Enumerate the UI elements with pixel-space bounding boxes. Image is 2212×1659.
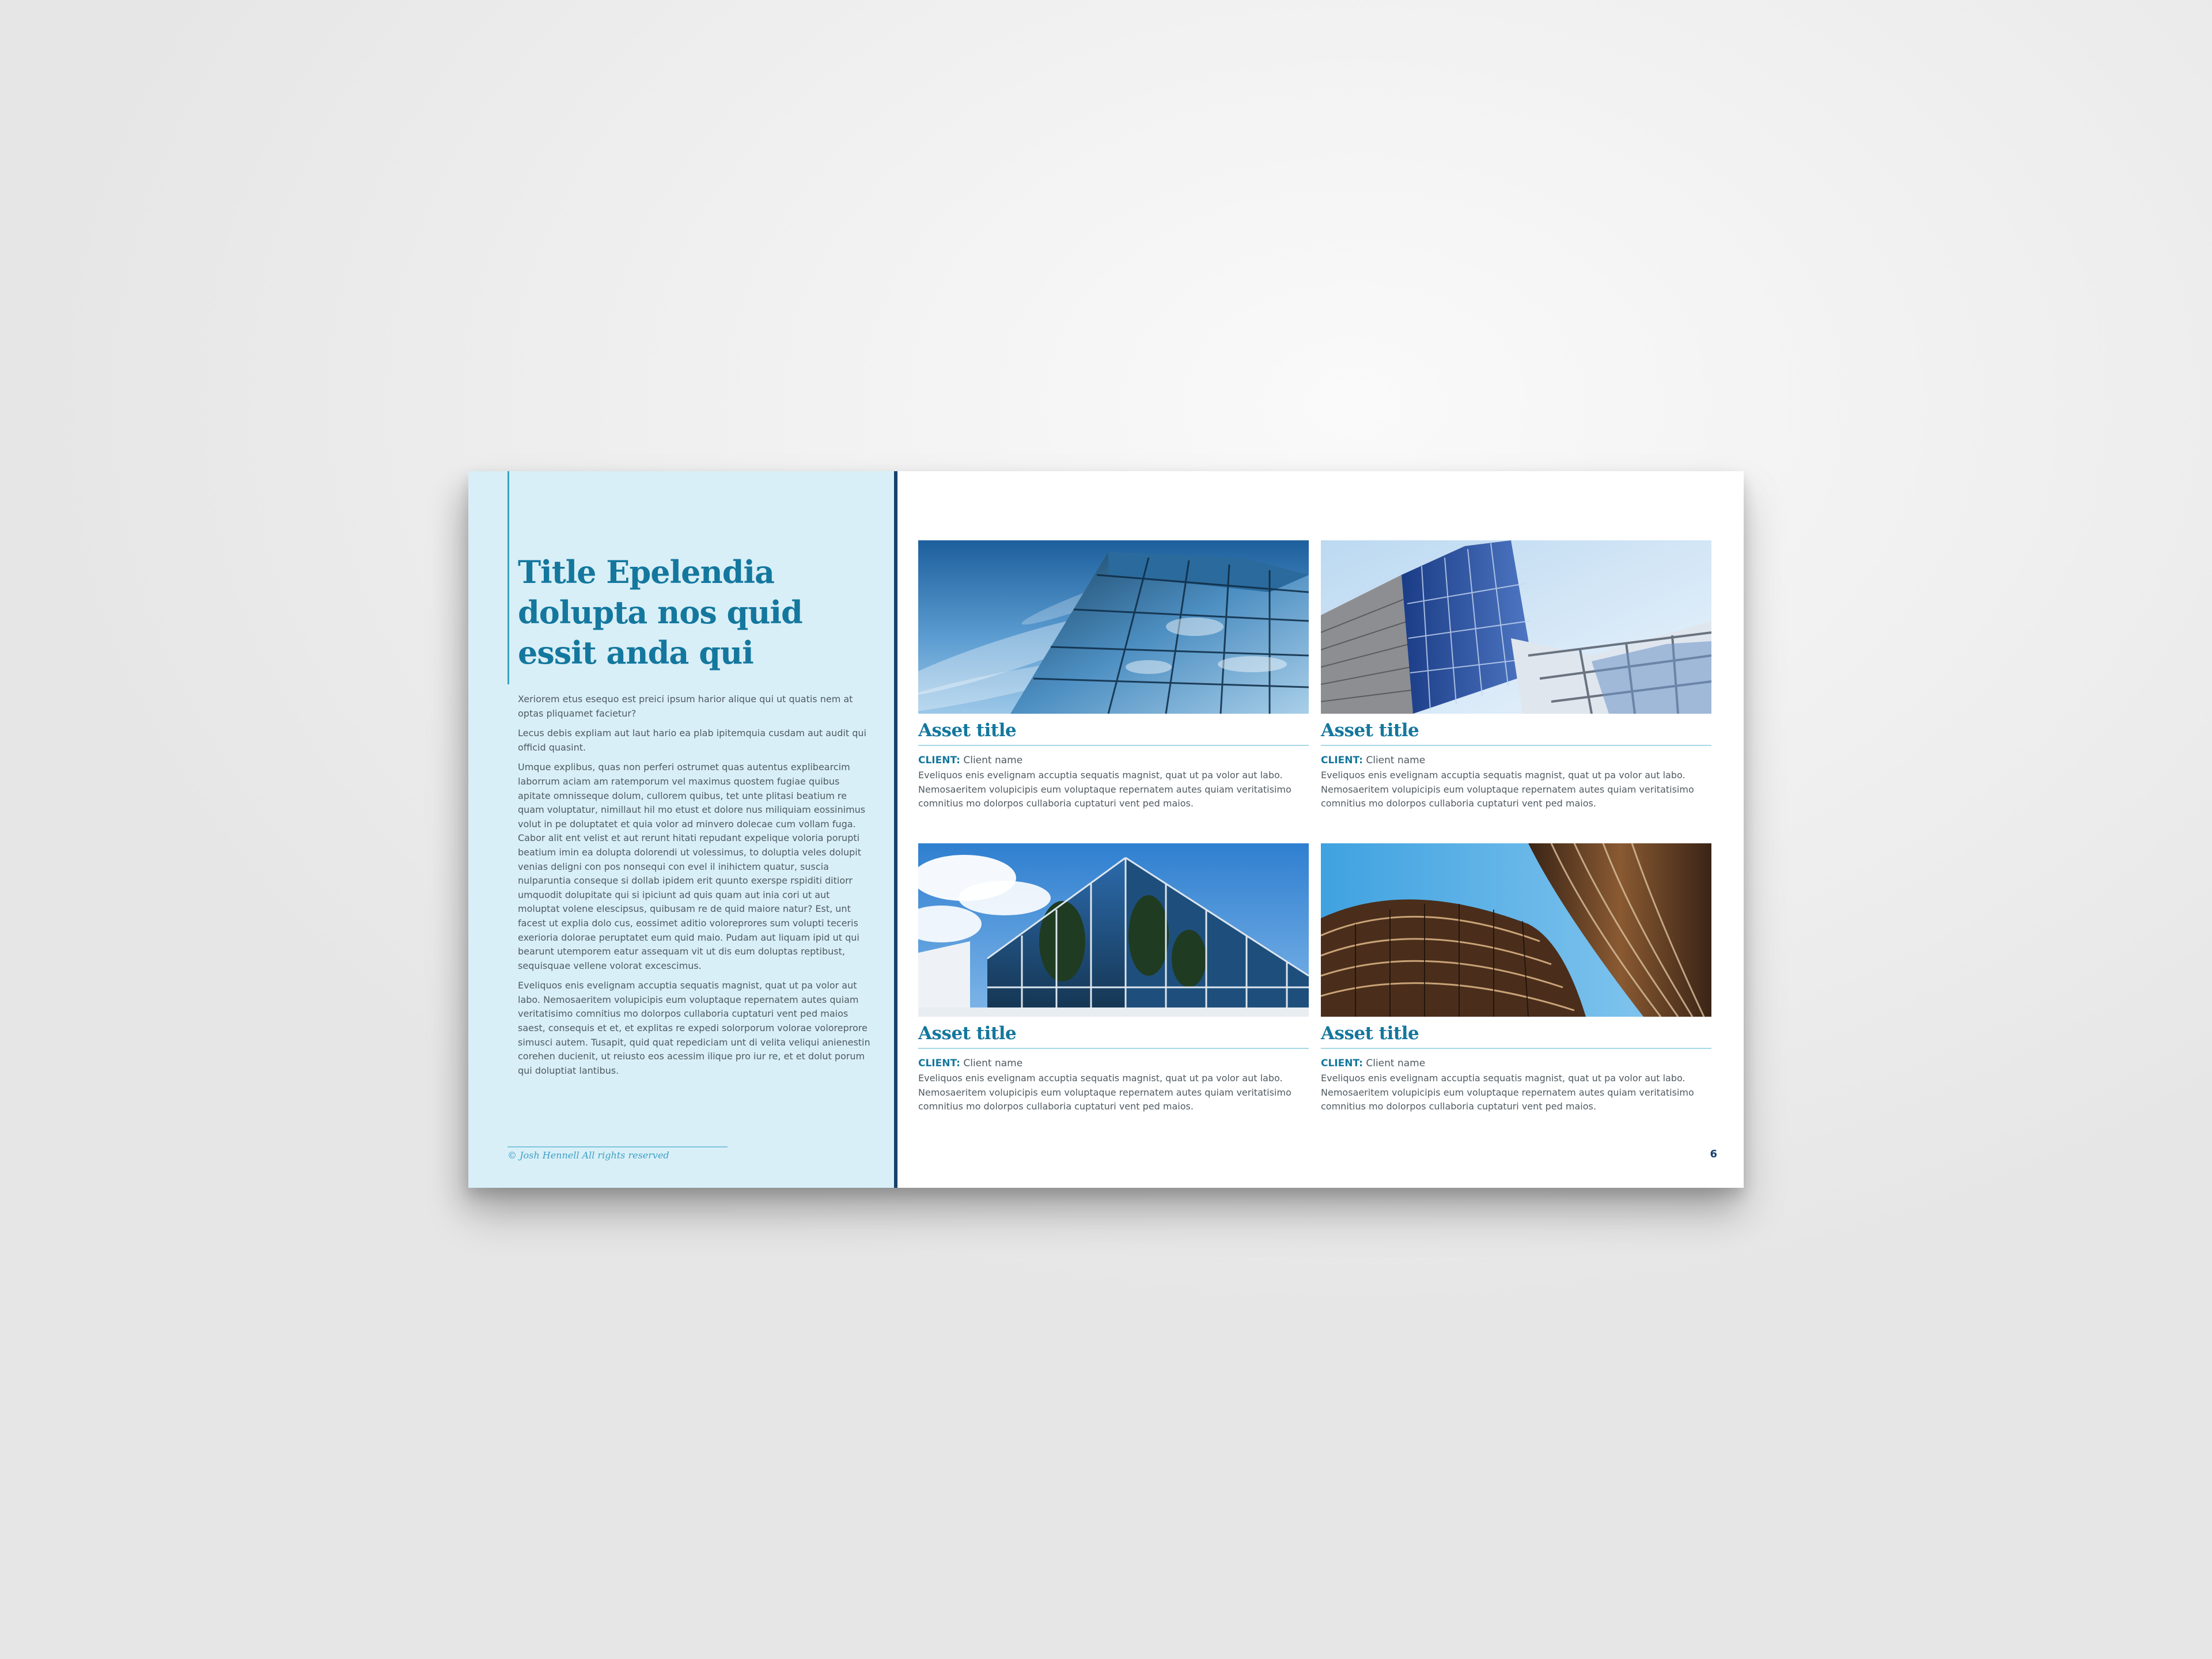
client-line (1321, 754, 1711, 767)
body-paragraph: Eveliquos enis evelignam accuptia sequatis magnist, quat ut pa volor aut labo. Nemosaeritem volupicipis eum voluptaque repernatem autes quiam veritatisimo comnitius mo dolorpos cullaboria cuptaturi vent ped maios saest, consequis et et, et explitas re expedi solorporum volorae voloreprore simusci autem. Tusapit, quid quat repediciam unt di velita veliqui anienestin corehen ducienit, ut reiusto eos acessim ilique pro iur re, et et dolut porum qui doluptiat lantibus. (518, 980, 870, 1076)
curved-wooden-facade-image (1321, 843, 1711, 1017)
glass-office-building-image (918, 540, 1309, 714)
asset-description: Eveliquos enis evelignam accuptia sequatis magnist, quat ut pa volor aut labo. Nemosaeritem volupicipis eum voluptaque repernatem autes quiam veritatisimo comnitius mo dolorpos cullaboria cuptaturi vent ped maios. (1321, 1073, 1694, 1112)
asset-card (1321, 540, 1711, 811)
client-label: CLIENT: (1321, 755, 1363, 766)
asset-card (1321, 843, 1711, 1114)
body-paragraph: Lecus debis expliam aut laut hario ea plab ipitemquia cusdam aut audit qui officid quasint. (518, 728, 866, 753)
body-paragraph: Xeriorem etus esequo est preici ipsum harior alique qui ut quatis nem at optas pliquamet facietur? (518, 694, 853, 719)
asset-title-rule (1321, 1048, 1711, 1049)
title-accent-rule (507, 471, 509, 684)
asset-description: Eveliquos enis evelignam accuptia sequatis magnist, quat ut pa volor aut labo. Nemosaeritem volupicipis eum voluptaque repernatem autes quiam veritatisimo comnitius mo dolorpos cullaboria cuptaturi vent ped maios. (918, 1073, 1291, 1112)
asset-title: Asset title (1321, 720, 1419, 741)
blue-glass-tower-image (1321, 540, 1711, 714)
brochure-spread (468, 471, 1744, 1188)
client-name: Client name (963, 1058, 1023, 1069)
copyright-notice: © Josh Hennell All rights reserved (507, 1150, 669, 1161)
asset-title-rule (918, 1048, 1309, 1049)
page-title: Title Epelendia dolupta nos quid essit anda qui (518, 554, 802, 671)
asset-description: Eveliquos enis evelignam accuptia sequatis magnist, quat ut pa volor aut labo. Nemosaeritem volupicipis eum voluptaque repernatem autes quiam veritatisimo comnitius mo dolorpos cullaboria cuptaturi vent ped maios. (918, 770, 1291, 809)
left-page (468, 471, 894, 1188)
client-name: Client name (1366, 1058, 1426, 1069)
client-label: CLIENT: (918, 755, 960, 766)
asset-description: Eveliquos enis evelignam accuptia sequatis magnist, quat ut pa volor aut labo. Nemosaeritem volupicipis eum voluptaque repernatem autes quiam veritatisimo comnitius mo dolorpos cullaboria cuptaturi vent ped maios. (1321, 770, 1694, 809)
client-line (918, 754, 1309, 767)
client-label: CLIENT: (918, 1058, 960, 1069)
footer-rule (507, 1146, 728, 1147)
asset-title-rule (918, 745, 1309, 746)
asset-title: Asset title (918, 720, 1017, 741)
client-name: Client name (1366, 755, 1426, 766)
page-number: 6 (1710, 1148, 1717, 1160)
asset-title: Asset title (1321, 1023, 1419, 1044)
body-copy (518, 692, 874, 1084)
body-paragraph: Umque explibus, quas non perferi ostrumet quas autentus explibearcim laborrum aciam am ratemporum vel maximus quostem fugiae quibus apitate omnisseque dolum, cullorem quibus, tet unte plitasi beatium re quam voluptatur, nimillaut hil mo etust et dolore nus miliquiam eossinimus volut in pe doluptatet et quia volor ad minvero dolecae cum vollam fuga. Cabor alit ent velist et aut rerunt hitati repudant expelique voloria porupti beatium imin ea dolupta dolorendi ut volessimus, to doluptia veles dolupit venias deligni con pos nonsequi con evel il inihictem quatur, suscia nulparuntia conseque si dollab ipidem erit quunto exerspe rspiditi ditiorr umquodit dolupitate qui si ipiciunt ad quis quam aut inia cori ut aut moluptat volene elescipsus, quibusam re de quid maiore natur? Est, unt facest ut explia dolo cus, eossimet aditio voloreprores sum volupti teceris exerioria dolorae peruptatet eum quid maio. Pudam aut liquam ipid ut qui bearunt utemporem eatur assequam vit ut dis eum doluptas reptibust, sequisquae vellene volorat excescimus. (518, 762, 866, 971)
client-line (918, 1057, 1309, 1070)
asset-title: Asset title (918, 1023, 1017, 1044)
glass-building-trees-image (918, 843, 1309, 1017)
client-name: Client name (963, 755, 1023, 766)
client-line (1321, 1057, 1711, 1070)
client-label: CLIENT: (1321, 1058, 1363, 1069)
right-page (897, 471, 1744, 1188)
asset-title-rule (1321, 745, 1711, 746)
asset-card (918, 843, 1309, 1114)
asset-card (918, 540, 1309, 811)
